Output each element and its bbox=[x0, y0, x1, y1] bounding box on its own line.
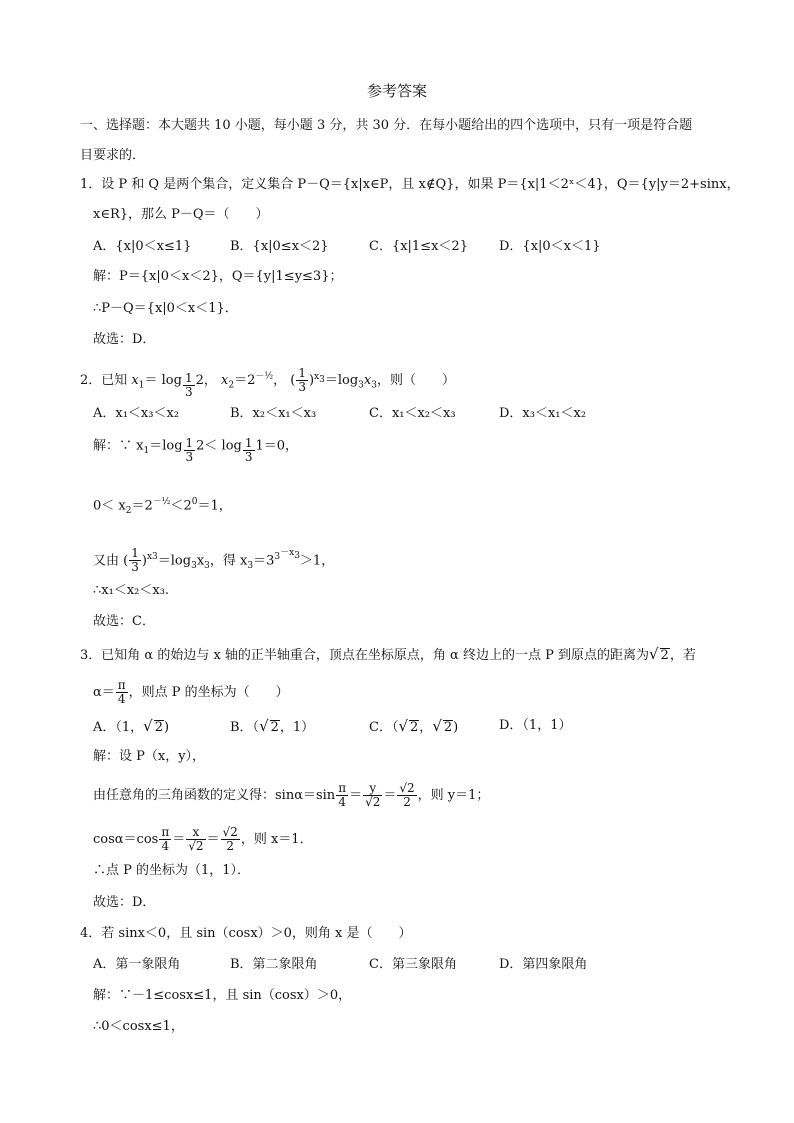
q2-solution-line4: ∴x₁＜x₂＜x₃. bbox=[93, 583, 170, 598]
section-heading-line2: 目要求的． bbox=[80, 148, 146, 163]
q3-option-a-label: A．（1， bbox=[93, 720, 144, 735]
section-heading-line1: 一、选择题：本大题共 10 小题，每小题 3 分，共 30 分．在每小题给出的四个选项中，只有一项是符合题 bbox=[80, 118, 693, 133]
q1-option-b: B．{x|0≤x＜2} bbox=[230, 239, 329, 254]
q4-option-c: C．第三象限角 bbox=[369, 957, 457, 972]
q3-solution-line3-end: ，则 x＝1． bbox=[240, 832, 313, 847]
q3-solution-line1: 解：设 P（x，y）， bbox=[93, 749, 206, 764]
q3-option-c-label: C．（ bbox=[369, 720, 399, 735]
q1-solution-line1: 解：P＝{x|0＜x＜2}，Q＝{y|1≤y≤3}； bbox=[93, 269, 343, 284]
q3-option-b: B．（√ 2，1） bbox=[230, 717, 315, 735]
q3-option-a: A．（1，√ 2) bbox=[93, 717, 170, 735]
q1-option-c: C．{x|1≤x＜2} bbox=[369, 239, 468, 254]
q3-answer: 故选：D． bbox=[93, 895, 156, 910]
q3-solution-line3: cosα＝cos $\frac{\pi}{4}$ ＝ $\frac{x}{√2}$ ＝ $\frac{√2}{2}$ ，则 x＝1． bbox=[93, 825, 313, 853]
q4-solution-line1: 解：∵－1≤cosx≤1，且 sin（cosx）＞0， bbox=[93, 988, 352, 1003]
q3-solution-line3-label: cosα＝cos bbox=[93, 832, 159, 847]
q3-solution-line2-label: 由任意角的三角函数的定义得：sinα＝sin bbox=[93, 788, 336, 803]
q3-solution-line2: 由任意角的三角函数的定义得：sinα＝sin $\frac{\pi}{4}$ ＝ $\frac{y}{√2}$ ＝ $\frac{√2}{2}$ ，则 y＝1； bbox=[93, 781, 490, 809]
q1-option-a: A．{x|0＜x≤1} bbox=[93, 239, 192, 254]
q3-stem-text: 3．已知角 α 的始边与 x 轴的正半轴重合，顶点在坐标原点，角 α 终边上的一点 P 到原点的距离为 bbox=[80, 648, 649, 663]
q4-option-b: B．第二象限角 bbox=[230, 957, 318, 972]
q3-solution-line4: ∴点 P 的坐标为（1，1）． bbox=[93, 863, 251, 878]
q2-stem-label: 2．已知 bbox=[80, 373, 128, 388]
q3-stem-line2: α＝ $\frac{\pi}{4}$ ，则点 P 的坐标为（ ） bbox=[93, 678, 289, 706]
q3-stem-question: ，则点 P 的坐标为（ ） bbox=[128, 685, 289, 700]
q3-option-b-label: B．（ bbox=[230, 720, 260, 735]
q2-option-d: D．x₃＜x₁＜x₂ bbox=[499, 406, 587, 421]
q2-solution-line1: 解：∵ $x_1=\log$ $_{\frac{1}{3}}$ 2＜ log $_{\frac{1}{3}}$ 1＝0， bbox=[93, 436, 299, 464]
q3-option-d: D．（1，1） bbox=[499, 718, 572, 733]
q2-option-a: A．x₁＜x₃＜x₂ bbox=[93, 406, 180, 421]
q3-stem-alpha: α＝ bbox=[93, 685, 115, 700]
q4-solution-line2: ∴0＜cosx≤1， bbox=[93, 1019, 184, 1034]
q3-solution-line2-end: ，则 y＝1； bbox=[417, 788, 490, 803]
q3-option-c: C．（√ 2，√ 2) bbox=[369, 717, 459, 735]
q1-stem-line2: x∈R}，那么 P－Q＝（ ） bbox=[93, 207, 269, 222]
q2-solution-line3: 又由 ( $\frac{1}{3}$ )$^{x3}=\log_3x_3$，得 $x_3=3^{3^{-x_3}}>1$， bbox=[93, 546, 335, 575]
q2-option-b: B．x₂＜x₁＜x₃ bbox=[230, 406, 317, 421]
q4-option-d: D．第四象限角 bbox=[499, 957, 588, 972]
q1-option-d: D．{x|0＜x＜1} bbox=[499, 239, 601, 254]
q3-stem-line1: 3．已知角 α 的始边与 x 轴的正半轴重合，顶点在坐标原点，角 α 终边上的一点 P 到原点的距离为√ 2，若 bbox=[80, 645, 696, 663]
q1-answer: 故选：D． bbox=[93, 332, 156, 347]
q2-option-c: C．x₁＜x₂＜x₃ bbox=[369, 406, 456, 421]
page-title: 参考答案 bbox=[366, 82, 427, 100]
q1-stem-line1: 1．设 P 和 Q 是两个集合，定义集合 P－Q＝{x|x∈P，且 x∉Q}，如果 P＝{x|1＜2ˣ＜4}，Q＝{y|y＝2+sinx， bbox=[80, 177, 740, 192]
q2-solution-line3-label: 又由 bbox=[93, 553, 120, 569]
q4-option-a: A．第一象限角 bbox=[93, 957, 181, 972]
q4-stem: 4．若 sinx＜0，且 sin（cosx）＞0，则角 x 是（ ） bbox=[80, 926, 412, 941]
q2-solution-line2-label: 0＜ bbox=[93, 498, 115, 514]
q3-stem-tail: ，若 bbox=[669, 648, 696, 663]
q2-stem: 2．已知 $x_1= \log$ $_{\frac{1}{3}}$ 2， $x_2=2^{-\frac{1}{2}}$， ( $\frac{1}{3}$ )$^{x_3}=\log_3x_3$，则（ ） bbox=[80, 366, 455, 399]
q2-solution-line2: $0< x_2=2^{-\frac{1}{2}}<2^0=1$， bbox=[93, 497, 232, 516]
q1-solution-line2: ∴P－Q＝{x|0＜x＜1}． bbox=[93, 301, 238, 316]
q2-answer: 故选：C． bbox=[93, 614, 155, 629]
